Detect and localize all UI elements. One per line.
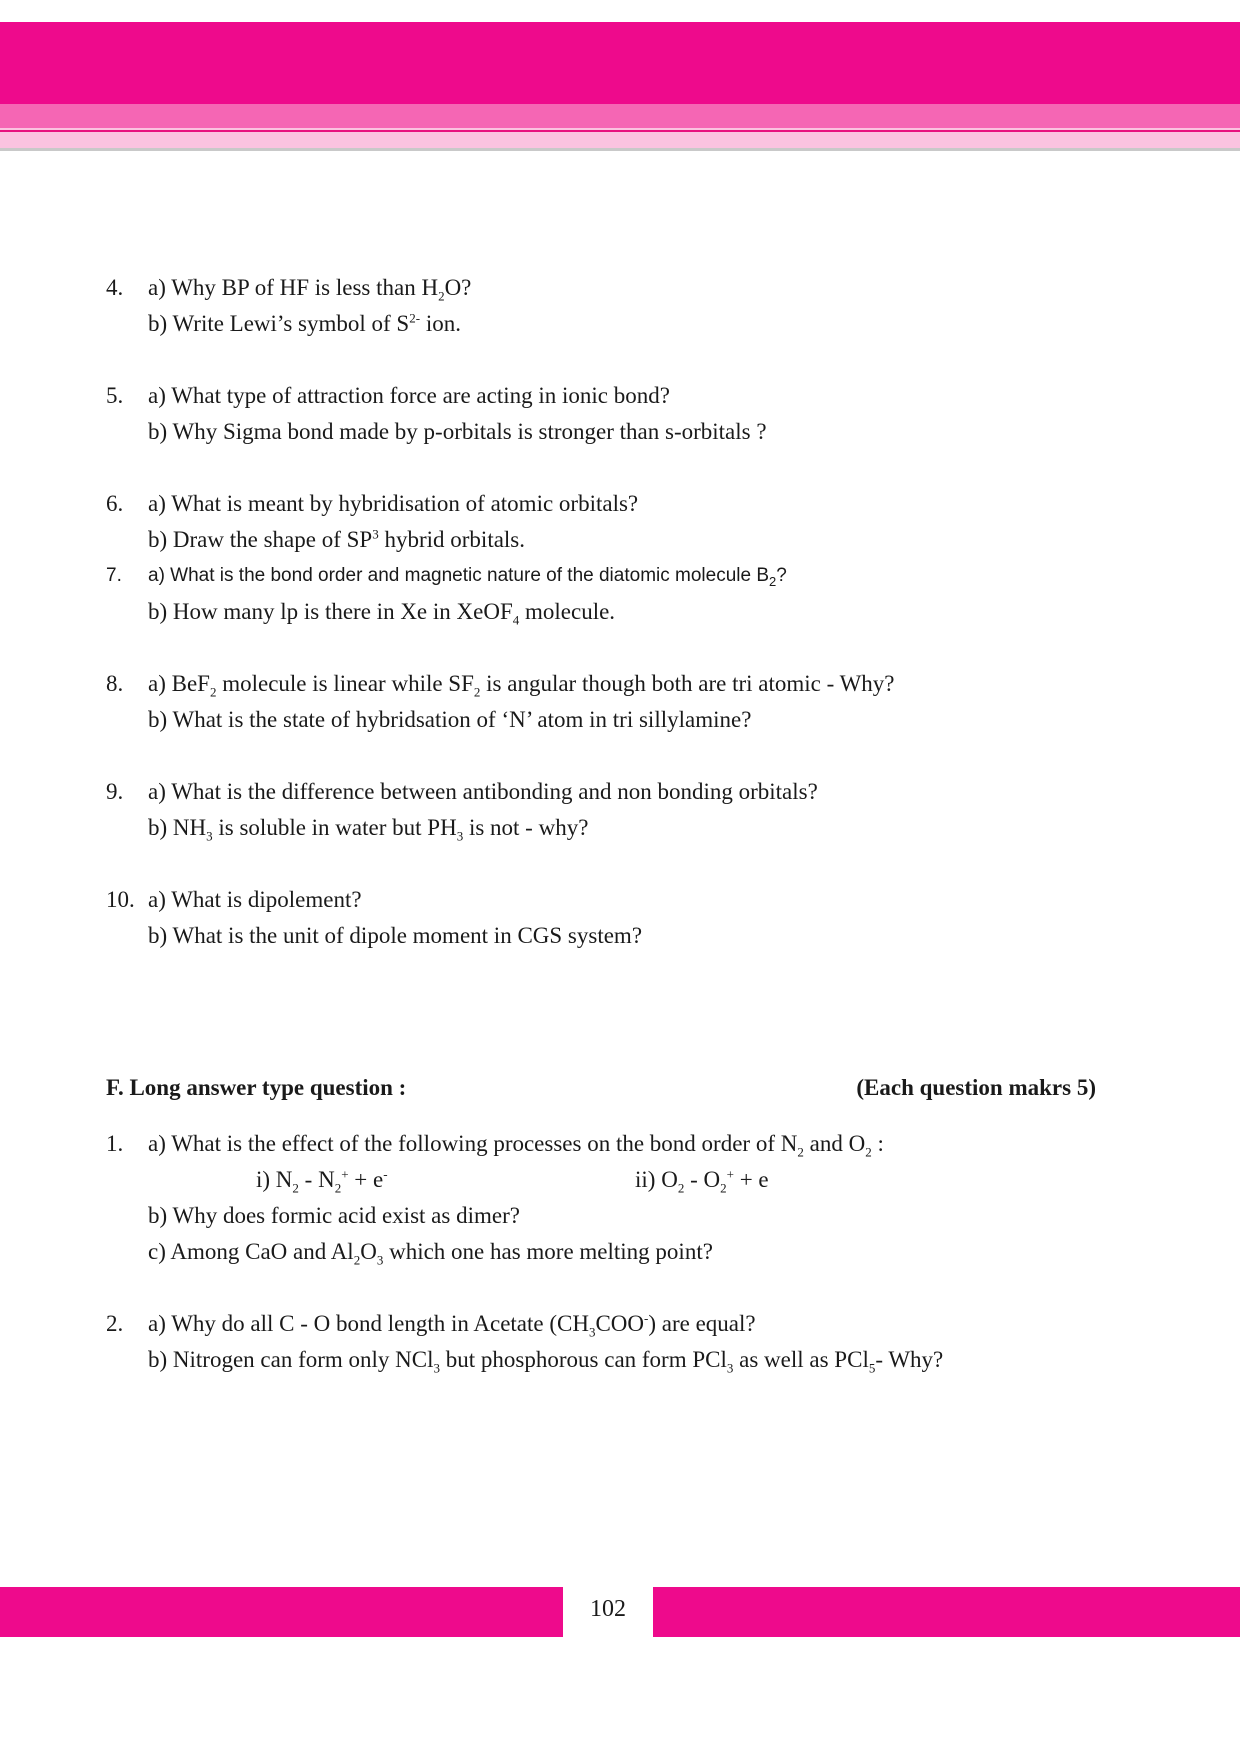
question-number: 5. [106,383,124,408]
header-divider-grey [0,148,1240,151]
question-number: 4. [106,275,124,300]
question-number: 10. [106,887,135,912]
question-part-a: a) What is meant by hybridisation of atomic orbitals? [148,491,639,516]
process-ii: ii) $O_2 - O_2^+ + e$ [635,1166,769,1196]
question-7 [106,558,1136,630]
question-part-a: a) Why do all C - O bond length in Acetate $(CH_3COO^-)$ are equal? [148,1310,756,1340]
long-answer-questions [106,1126,1136,1378]
question-part-a: a) What is dipolement? [148,887,362,912]
page-number: 102 [590,1596,626,1622]
question-number: 8. [106,671,124,696]
question-10 [106,882,1136,954]
question-part-b: b) How many lp is there in Xe in XeOF$_4$ molecule. [148,599,616,628]
question-number: 7. [106,565,122,586]
short-answer-questions [106,270,1136,954]
question-part-b: b) Write Lewi’s symbol of $S^{2-}$ ion. [148,310,461,336]
header-band [0,22,1240,104]
section-title: F. Long answer type question : [106,1075,407,1100]
question-part-a: a) What is the difference between antibonding and non bonding orbitals? [148,779,818,804]
long-question-1 [106,1126,1136,1270]
long-question-2 [106,1306,1136,1378]
question-part-c: c) Among CaO and $Al_2O_3$ which one has more melting point? [148,1239,713,1268]
question-part-b: b) $NH_3$ is soluble in water but $PH_3$ is not - why? [148,815,589,844]
question-number: 9. [106,779,124,804]
question-part-a: a) What is the effect of the following processes on the bond order of $N_2$ and $O_2$ : [148,1131,884,1160]
question-part-b: b) Why Sigma bond made by p-orbitals is stronger than s-orbitals ? [148,419,767,444]
question-8 [106,666,1136,738]
question-part-a: a) What is the bond order and magnetic nature of the diatomic molecule $B_2$? [148,565,787,589]
process-list [148,1162,1136,1198]
question-part-b: b) What is the unit of dipole moment in CGS system? [148,923,643,948]
question-part-b: b) Draw the shape of $SP^3$ hybrid orbitals. [148,526,526,552]
footer-band-left [0,1587,563,1637]
question-part-b: b) Why does formic acid exist as dimer? [148,1203,520,1228]
footer-band-right [653,1587,1240,1637]
question-part-a: a) Why BP of HF is less than $H_2O$? [148,275,472,304]
header-band-secondary [0,104,1240,128]
question-part-a: a) What type of attraction force are acting in ionic bond? [148,383,670,408]
question-part-b: b) What is the state of hybridsation of ‘N’ atom in tri sillylamine? [148,707,752,732]
section-f-heading [106,1075,1096,1101]
question-4 [106,270,1136,342]
question-6 [106,486,1136,558]
question-5 [106,378,1136,450]
header-divider [0,130,1240,132]
process-i: i) $N_2 - N_2^+ + e^-$ [256,1166,388,1196]
question-part-a: a) BeF$_2$ molecule is linear while $SF_2$ is angular though both are tri atomic - Why? [148,671,895,700]
question-part-b: b) Nitrogen can form only NCl$_3$ but phosphorous can form PCl$_3$ as well as PCl$_5$- Why? [148,1347,944,1376]
question-9 [106,774,1136,846]
question-number: 1. [106,1131,124,1156]
question-number: 6. [106,491,124,516]
question-number: 2. [106,1311,124,1336]
section-marks: (Each question makrs 5) [856,1075,1096,1100]
